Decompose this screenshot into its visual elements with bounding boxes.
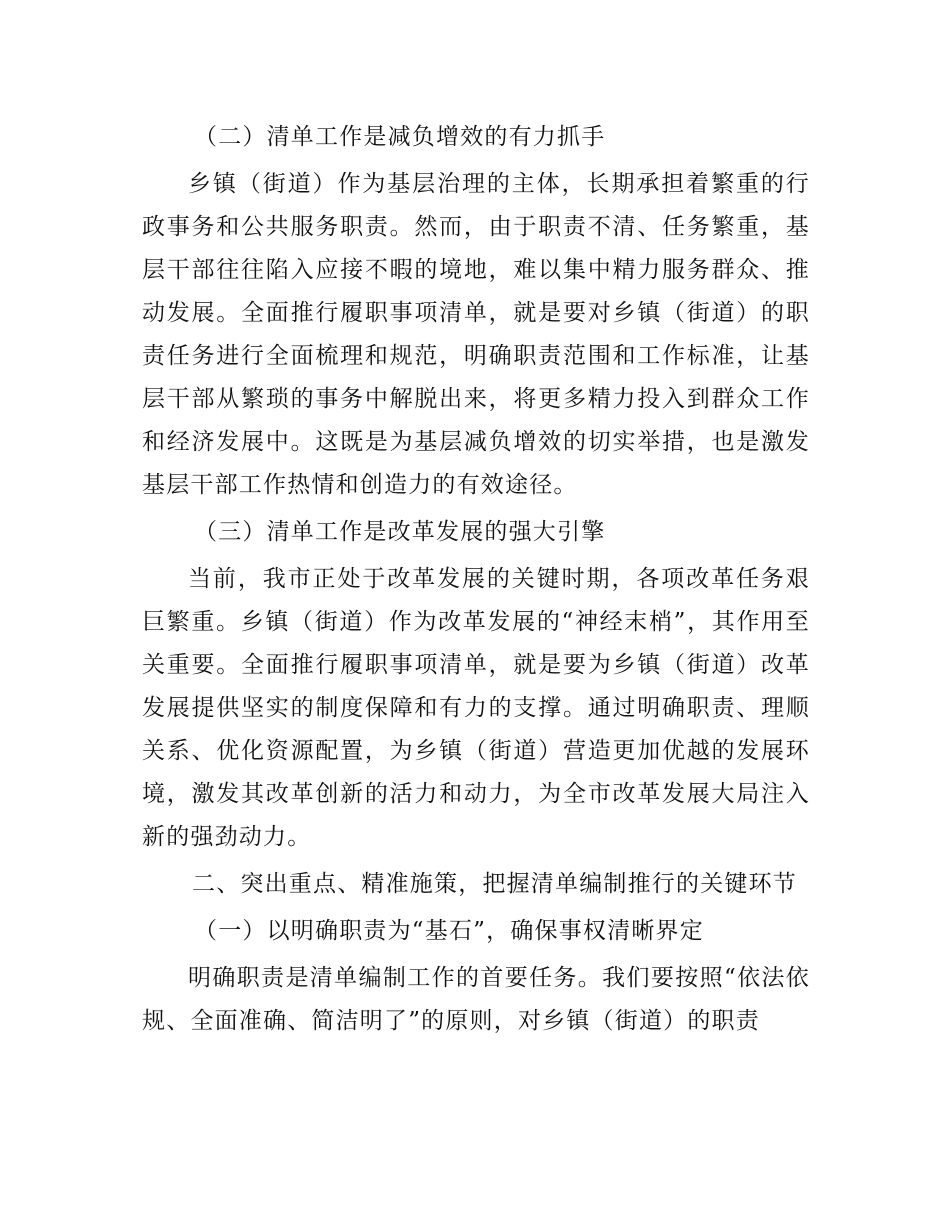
chapter-heading-2: 二、突出重点、精准施策，把握清单编制推行的关键环节 <box>192 871 797 897</box>
section-heading-2: （二）清单工作是减负增效的有力抓手 <box>194 124 606 150</box>
paragraph-define-duties: 明确职责是清单编制工作的首要任务。我们要按照“依法依规、全面准确、简洁明了”的原则，对乡镇（街道）的职责 <box>142 965 810 1034</box>
paragraph-reform-engine: 当前，我市正处于改革发展的关键时期，各项改革任务艰巨繁重。乡镇（街道）作为改革发展的“神经末梢”，其作用至关重要。全面推行履职事项清单，就是要为乡镇（街道）改革发展提供坚实的制度保障和有力的支撑。通过明确职责、理顺关系、优化资源配置，为乡镇（街道）营造更加优越的发展环境，激发其改革创新的活力和动力，为全市改革发展大局注入新的强劲动力。 <box>142 566 810 850</box>
document-body <box>142 116 810 1047</box>
paragraph-burden-reduction: 乡镇（街道）作为基层治理的主体，长期承担着繁重的行政事务和公共服务职责。然而，由于职责不清、任务繁重，基层干部往往陷入应接不暇的境地，难以集中精力服务群众、推动发展。全面推行履职事项清单，就是要对乡镇（街道）的职责任务进行全面梳理和规范，明确职责范围和工作标准，让基层干部从繁琐的事务中解脱出来，将更多精力投入到群众工作和经济发展中。这既是为基层减负增效的切实举措，也是激发基层干部工作热情和创造力的有效途径。 <box>142 171 810 498</box>
section-heading-1: （一）以明确职责为“基石”，确保事权清晰界定 <box>194 918 704 944</box>
section-heading-3: （三）清单工作是改革发展的强大引擎 <box>194 519 606 545</box>
